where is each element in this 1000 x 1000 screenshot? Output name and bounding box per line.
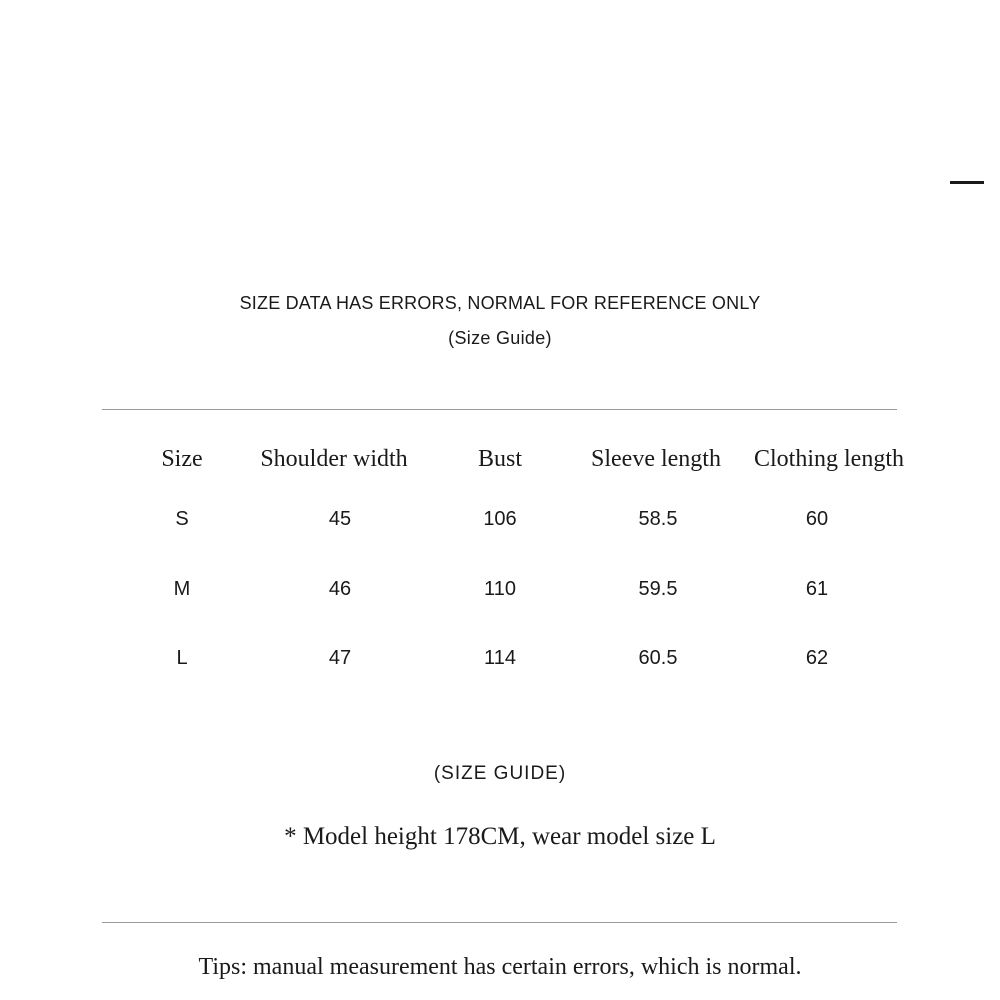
cell-shoulder-width: 46	[328, 578, 352, 600]
cell-size: S	[175, 508, 189, 530]
cell-shoulder-width: 47	[328, 647, 352, 669]
cell-bust: 114	[484, 647, 516, 669]
cell-clothing-length: 61	[805, 578, 829, 600]
cell-sleeve-length: 58.5	[638, 508, 678, 530]
measurement-tips: Tips: manual measurement has certain errors, which is normal.	[198, 954, 802, 980]
model-note: * Model height 178CM, wear model size L	[284, 823, 716, 850]
column-header-shoulder-width: Shoulder width	[260, 446, 408, 472]
cell-bust: 110	[484, 578, 516, 600]
cell-sleeve-length: 59.5	[638, 578, 678, 600]
top-divider	[102, 409, 897, 410]
cell-size: L	[176, 647, 188, 669]
size-guide-caption: (SIZE GUIDE)	[433, 763, 567, 784]
cell-bust: 106	[483, 508, 517, 530]
size-disclaimer: SIZE DATA HAS ERRORS, NORMAL FOR REFERENCE ONLY	[239, 293, 761, 313]
column-header-clothing-length: Clothing length	[754, 446, 904, 472]
bottom-divider	[102, 922, 897, 923]
cell-sleeve-length: 60.5	[638, 647, 678, 669]
cell-clothing-length: 60	[805, 508, 829, 530]
column-header-sleeve-length: Sleeve length	[591, 446, 721, 472]
cell-clothing-length: 62	[805, 647, 829, 669]
cell-shoulder-width: 45	[328, 508, 352, 530]
size-guide-subtitle: (Size Guide)	[448, 328, 552, 348]
cell-size: M	[173, 578, 191, 600]
dash-mark	[950, 181, 984, 184]
column-header-size: Size	[161, 446, 203, 472]
column-header-bust: Bust	[477, 446, 523, 472]
